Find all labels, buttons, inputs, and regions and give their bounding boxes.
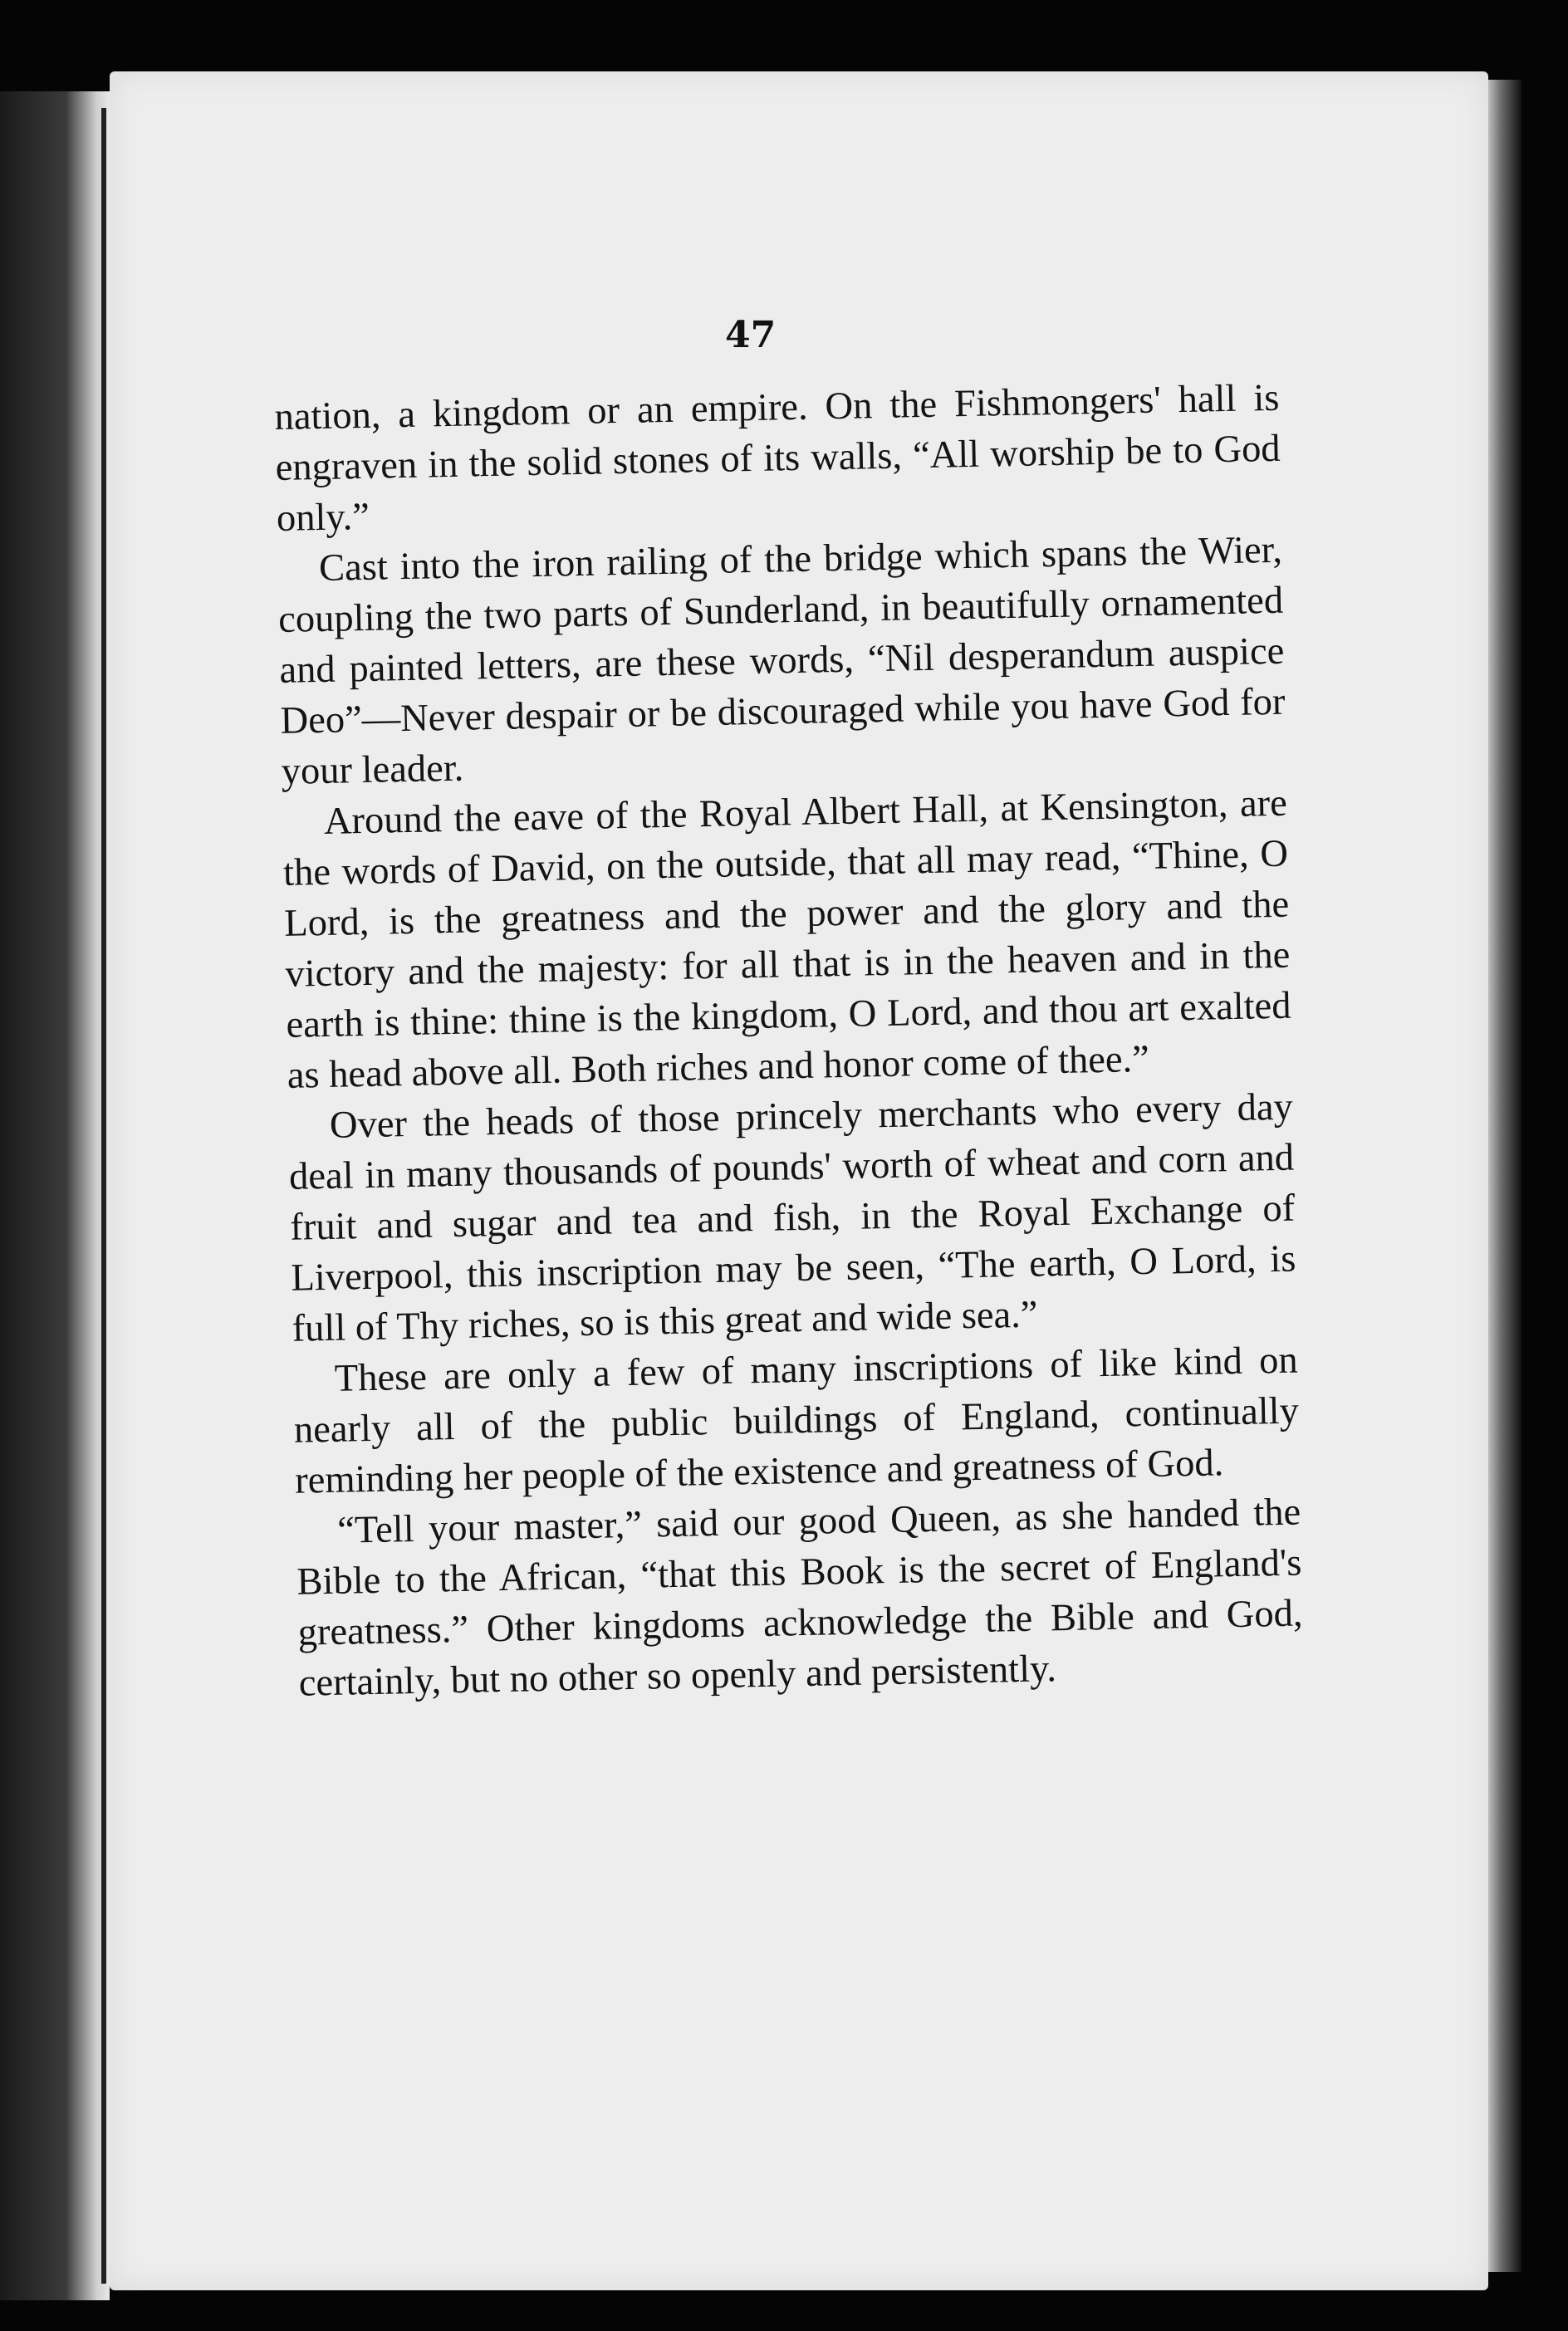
body-text [274,373,1304,1709]
paragraph-6: “Tell your master,” said our good Queen, as she handed the Bible to the African, “that this Book is the secret of England's greatness.” Other kingdoms acknowledge the Bible and God, certainly, but no other so openly and persistently. [296,1491,1303,1705]
book-spine [101,108,106,2284]
paragraph-2: Cast into the iron railing of the bridge which spans the Wier, coupling the two parts of Sunderland, in beautifully ornamented and painted letters, are these words, “Nil desperandum auspice Deo”—Never despair or be discouraged while you have God for your leader. [277,528,1286,793]
paragraph-5: These are only a few of many inscriptions of like kind on nearly all of the public buildings of England, continually reminding her people of the existence and greatness of God. [293,1339,1300,1502]
paragraph-3: Around the eave of the Royal Albert Hall, at Kensington, are the words of David, on the outside, that all may read, “Thine, O Lord, is the greatness and the power and the glory and the victory and the majesty: for all that is in the heaven and in the earth is thine: thine is the kingdom, O Lord, and thou art exalted as head above all. Both riches and honor come of thee.” [282,781,1291,1097]
paragraph-1: nation, a kingdom or an empire. On the Fishmongers' hall is engraven in the solid stones of its walls, “All worship be to God only.” [274,376,1281,540]
paragraph-4: Over the heads of those princely merchants who every day deal in many thousands of pounds' worth of wheat and corn and fruit and sugar and tea and fish, in the Royal Exchange of Liverpool, this inscription may be seen, “The earth, O Lord, is full of Thy riches, so is this great and wide sea.” [288,1085,1296,1350]
page-number: 47 [725,314,777,356]
right-page-edge [1488,80,1521,2272]
left-page-edge [0,91,110,2300]
